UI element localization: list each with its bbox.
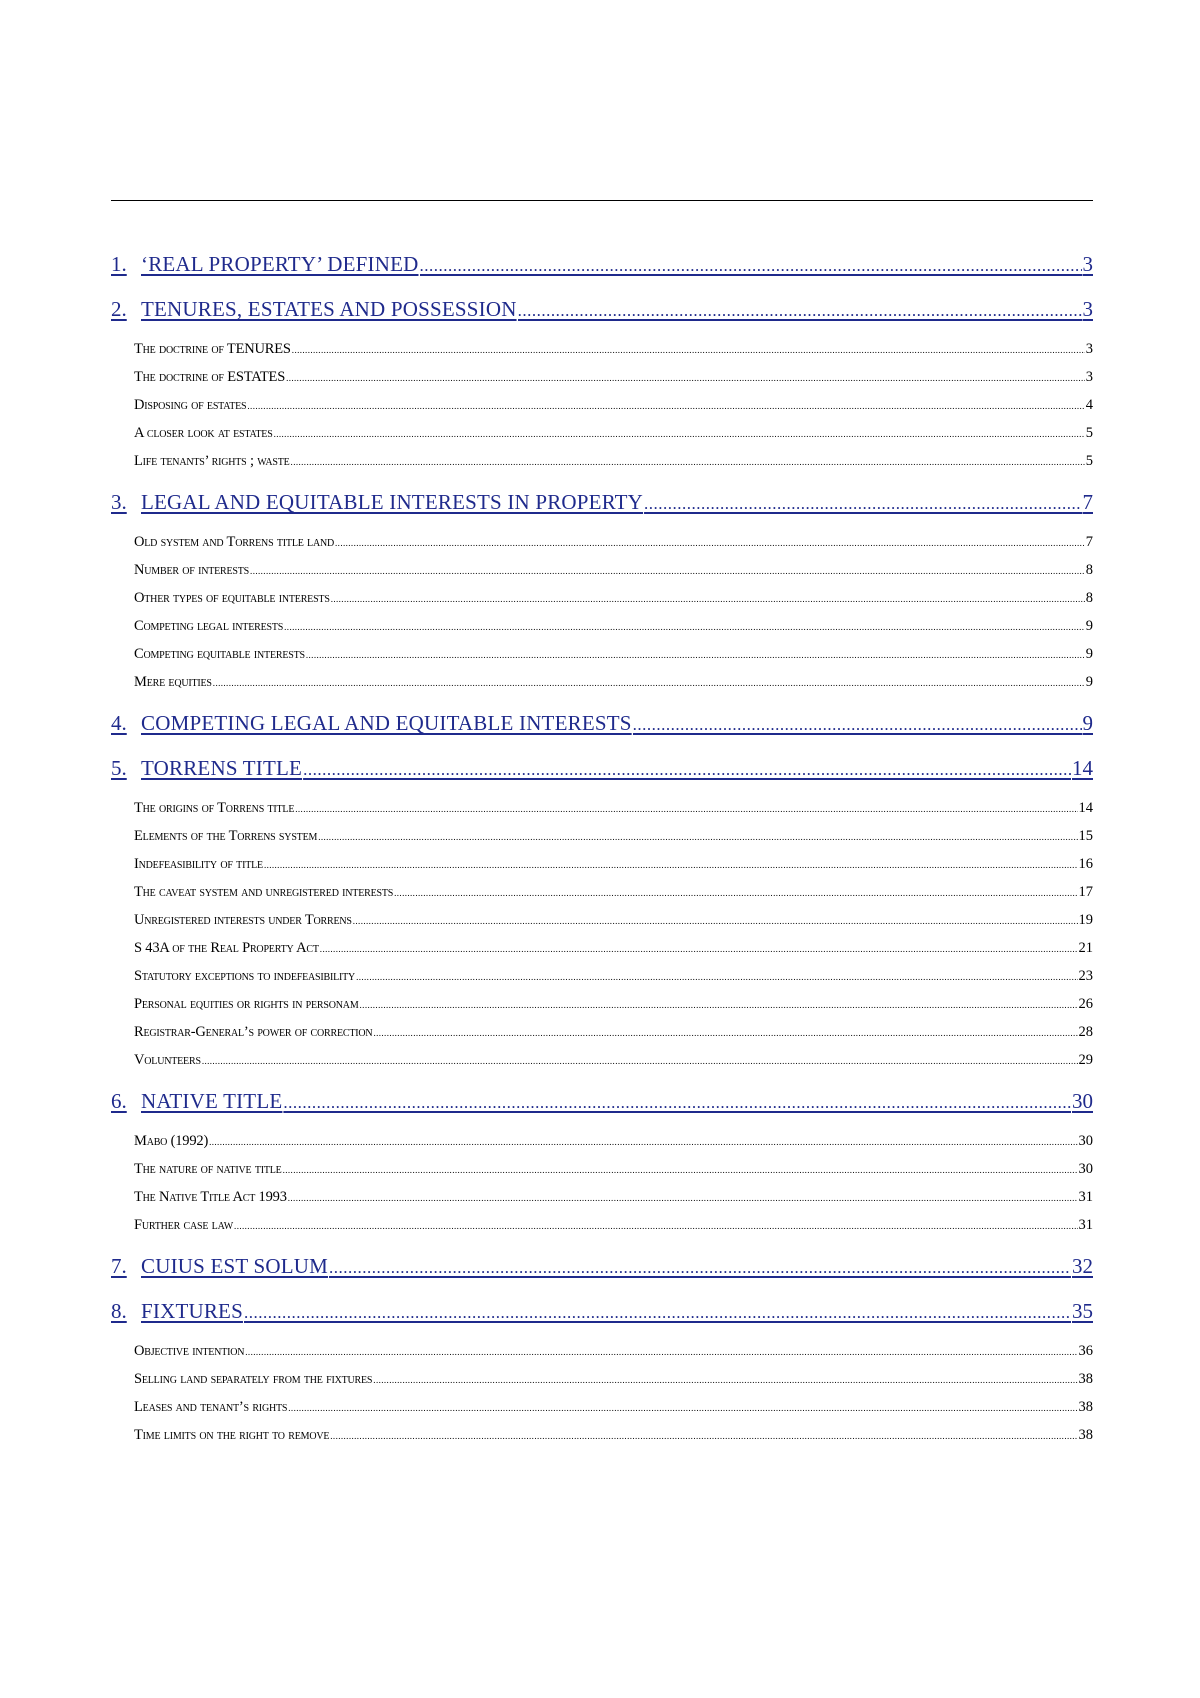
toc-section-page: 5	[1085, 453, 1093, 469]
toc-section-page: 9	[1085, 618, 1093, 634]
toc-section-title: Other types of equitable interests	[134, 590, 330, 606]
toc-chapter-7[interactable]	[111, 1244, 1093, 1289]
toc-dot-leader	[234, 1211, 1077, 1239]
toc-section-5-9[interactable]	[111, 1018, 1093, 1046]
toc-section-5-2[interactable]	[111, 822, 1093, 850]
toc-section-title: Personal equities or rights in personam	[134, 996, 359, 1012]
toc-section-page: 8	[1085, 562, 1093, 578]
toc-section-page: 31	[1078, 1217, 1093, 1233]
toc-section-title: A closer look at estates	[134, 425, 273, 441]
toc-chapter-title: COMPETING LEGAL AND EQUITABLE INTERESTS	[141, 711, 632, 735]
toc-section-title: Disposing of estates	[134, 397, 247, 413]
toc-chapter-title: NATIVE TITLE	[141, 1089, 283, 1113]
toc-section-title: Objective intention	[134, 1343, 245, 1359]
toc-section-5-6[interactable]	[111, 934, 1093, 962]
toc-section-title: Selling land separately from the fixtures	[134, 1371, 373, 1387]
toc-section-title: Number of interests	[134, 562, 250, 578]
toc-dot-leader	[284, 612, 1085, 640]
toc-dot-leader	[291, 447, 1085, 475]
toc-dot-leader	[318, 822, 1077, 850]
toc-chapter-2[interactable]	[111, 287, 1093, 332]
toc-dot-leader	[288, 1183, 1078, 1211]
toc-chapter-page: 3	[1082, 252, 1093, 276]
header-rule	[111, 200, 1093, 201]
toc-section-title: Life tenants’ rights ; waste	[134, 453, 290, 469]
toc-section-page: 16	[1078, 856, 1093, 872]
toc-chapter-title: LEGAL AND EQUITABLE INTERESTS IN PROPERTY	[141, 490, 644, 514]
toc-section-5-5[interactable]	[111, 906, 1093, 934]
toc-dot-leader	[306, 640, 1085, 668]
toc-section-6-3[interactable]	[111, 1183, 1093, 1211]
toc-section-title: The Native Title Act 1993	[134, 1189, 287, 1205]
toc-section-title: Registrar-General’s power of correction	[134, 1024, 373, 1040]
toc-section-title: Elements of the Torrens system	[134, 828, 318, 844]
toc-section-5-7[interactable]	[111, 962, 1093, 990]
toc-dot-leader	[292, 335, 1085, 363]
toc-section-title: The doctrine of TENURES	[134, 341, 291, 357]
toc-section-3-1[interactable]	[111, 528, 1093, 556]
toc-chapter-number: 3.	[111, 490, 127, 514]
toc-section-8-4[interactable]	[111, 1421, 1093, 1449]
toc-chapter-1[interactable]	[111, 242, 1093, 287]
toc-section-page: 4	[1085, 397, 1093, 413]
toc-dot-leader	[303, 746, 1071, 791]
toc-section-page: 15	[1078, 828, 1093, 844]
toc-dot-leader	[356, 962, 1077, 990]
toc-dot-leader	[373, 1018, 1077, 1046]
toc-dot-leader	[329, 1244, 1071, 1289]
toc-chapter-number: 7.	[111, 1254, 127, 1278]
toc-chapter-title: TENURES, ESTATES AND POSSESSION	[141, 297, 517, 321]
toc-section-3-3[interactable]	[111, 584, 1093, 612]
toc-section-title: The origins of Torrens title	[134, 800, 295, 816]
toc-section-5-8[interactable]	[111, 990, 1093, 1018]
toc-dot-leader	[330, 1421, 1077, 1449]
toc-section-page: 29	[1078, 1052, 1093, 1068]
toc-dot-leader	[373, 1365, 1077, 1393]
toc-chapter-8[interactable]	[111, 1289, 1093, 1334]
toc-dot-leader	[320, 934, 1078, 962]
toc-section-title: S 43A of the Real Property Act	[134, 940, 319, 956]
toc-chapter-title: FIXTURES	[141, 1299, 243, 1323]
toc-section-page: 38	[1078, 1371, 1093, 1387]
toc-section-title: The caveat system and unregistered interests	[134, 884, 394, 900]
toc-chapter-page: 30	[1072, 1089, 1093, 1113]
toc-section-page: 38	[1078, 1399, 1093, 1415]
toc-dot-leader	[518, 287, 1082, 332]
toc-dot-leader	[644, 480, 1081, 525]
toc-section-2-1[interactable]	[111, 335, 1093, 363]
toc-section-5-3[interactable]	[111, 850, 1093, 878]
toc-section-6-2[interactable]	[111, 1155, 1093, 1183]
toc-section-2-5[interactable]	[111, 447, 1093, 475]
toc-section-6-1[interactable]	[111, 1127, 1093, 1155]
toc-section-page: 8	[1085, 590, 1093, 606]
toc-section-8-3[interactable]	[111, 1393, 1093, 1421]
toc-section-2-3[interactable]	[111, 391, 1093, 419]
toc-section-page: 31	[1078, 1189, 1093, 1205]
toc-section-page: 23	[1078, 968, 1093, 984]
toc-section-title: Time limits on the right to remove	[134, 1427, 330, 1443]
toc-section-page: 9	[1085, 674, 1093, 690]
toc-section-title: Unregistered interests under Torrens	[134, 912, 352, 928]
toc-chapter-number: 1.	[111, 252, 127, 276]
toc-chapter-title: CUIUS EST SOLUM	[141, 1254, 328, 1278]
toc-section-3-4[interactable]	[111, 612, 1093, 640]
toc-section-page: 3	[1085, 341, 1093, 357]
toc-chapter-page: 32	[1072, 1254, 1093, 1278]
toc-section-page: 21	[1078, 940, 1093, 956]
toc-dot-leader	[353, 906, 1078, 934]
toc-dot-leader	[247, 391, 1084, 419]
toc-chapter-page: 7	[1082, 490, 1093, 514]
toc-dot-leader	[394, 878, 1077, 906]
toc-section-page: 14	[1078, 800, 1093, 816]
toc-dot-leader	[420, 242, 1082, 287]
toc-section-page: 17	[1078, 884, 1093, 900]
toc-section-page: 36	[1078, 1343, 1093, 1359]
toc-chapter-title: ‘REAL PROPERTY’ DEFINED	[141, 252, 419, 276]
toc-chapter-page: 3	[1082, 297, 1093, 321]
toc-chapter-3[interactable]	[111, 480, 1093, 525]
toc-dot-leader	[245, 1337, 1077, 1365]
toc-chapter-number: 5.	[111, 756, 127, 780]
toc-chapter-page: 35	[1072, 1299, 1093, 1323]
toc-chapter-number: 2.	[111, 297, 127, 321]
toc-chapter-number: 6.	[111, 1089, 127, 1113]
toc-section-page: 28	[1078, 1024, 1093, 1040]
toc-section-title: Mabo (1992)	[134, 1133, 209, 1149]
toc-dot-leader	[295, 794, 1077, 822]
toc-dot-leader	[633, 701, 1082, 746]
toc-dot-leader	[283, 1155, 1078, 1183]
toc-dot-leader	[288, 1393, 1077, 1421]
toc-dot-leader	[274, 419, 1085, 447]
toc-section-3-2[interactable]	[111, 556, 1093, 584]
toc-section-5-4[interactable]	[111, 878, 1093, 906]
toc-section-page: 26	[1078, 996, 1093, 1012]
toc-chapter-page: 9	[1082, 711, 1093, 735]
toc-section-title: Further case law	[134, 1217, 234, 1233]
toc-section-title: Competing legal interests	[134, 618, 284, 634]
toc-section-3-6[interactable]	[111, 668, 1093, 696]
toc-section-page: 3	[1085, 369, 1093, 385]
toc-section-page: 30	[1078, 1161, 1093, 1177]
toc-dot-leader	[286, 363, 1085, 391]
toc-dot-leader	[250, 556, 1085, 584]
toc-chapter-5[interactable]	[111, 746, 1093, 791]
toc-section-title: Old system and Torrens title land	[134, 534, 335, 550]
toc-dot-leader	[264, 850, 1078, 878]
toc-chapter-6[interactable]	[111, 1079, 1093, 1124]
toc-section-title: Statutory exceptions to indefeasibility	[134, 968, 356, 984]
toc-section-5-1[interactable]	[111, 794, 1093, 822]
toc-section-page: 5	[1085, 425, 1093, 441]
toc-section-page: 9	[1085, 646, 1093, 662]
toc-dot-leader	[283, 1079, 1071, 1124]
toc-dot-leader	[202, 1046, 1078, 1074]
toc-section-title: Leases and tenant’s rights	[134, 1399, 288, 1415]
toc-section-8-2[interactable]	[111, 1365, 1093, 1393]
toc-section-8-1[interactable]	[111, 1337, 1093, 1365]
toc-section-page: 30	[1078, 1133, 1093, 1149]
toc-section-page: 38	[1078, 1427, 1093, 1443]
toc-dot-leader	[213, 668, 1085, 696]
toc-chapter-title: TORRENS TITLE	[141, 756, 303, 780]
toc-section-page: 19	[1078, 912, 1093, 928]
toc-dot-leader	[209, 1127, 1077, 1155]
toc-section-title: Competing equitable interests	[134, 646, 305, 662]
toc-section-title: Indefeasibility of title	[134, 856, 263, 872]
toc-section-2-4[interactable]	[111, 419, 1093, 447]
toc-section-page: 7	[1085, 534, 1093, 550]
toc-dot-leader	[331, 584, 1085, 612]
toc-dot-leader	[335, 528, 1085, 556]
toc-chapter-page: 14	[1072, 756, 1093, 780]
toc-section-2-2[interactable]	[111, 363, 1093, 391]
toc-chapter-number: 8.	[111, 1299, 127, 1323]
toc-section-title: The doctrine of ESTATES	[134, 369, 286, 385]
toc-section-3-5[interactable]	[111, 640, 1093, 668]
table-of-contents	[111, 242, 1093, 1454]
toc-section-6-4[interactable]	[111, 1211, 1093, 1239]
toc-section-title: Mere equities	[134, 674, 212, 690]
toc-chapter-4[interactable]	[111, 701, 1093, 746]
toc-dot-leader	[244, 1289, 1071, 1334]
toc-section-title: The nature of native title	[134, 1161, 282, 1177]
toc-dot-leader	[360, 990, 1078, 1018]
toc-section-5-10[interactable]	[111, 1046, 1093, 1074]
toc-chapter-number: 4.	[111, 711, 127, 735]
toc-section-title: Volunteers	[134, 1052, 201, 1068]
